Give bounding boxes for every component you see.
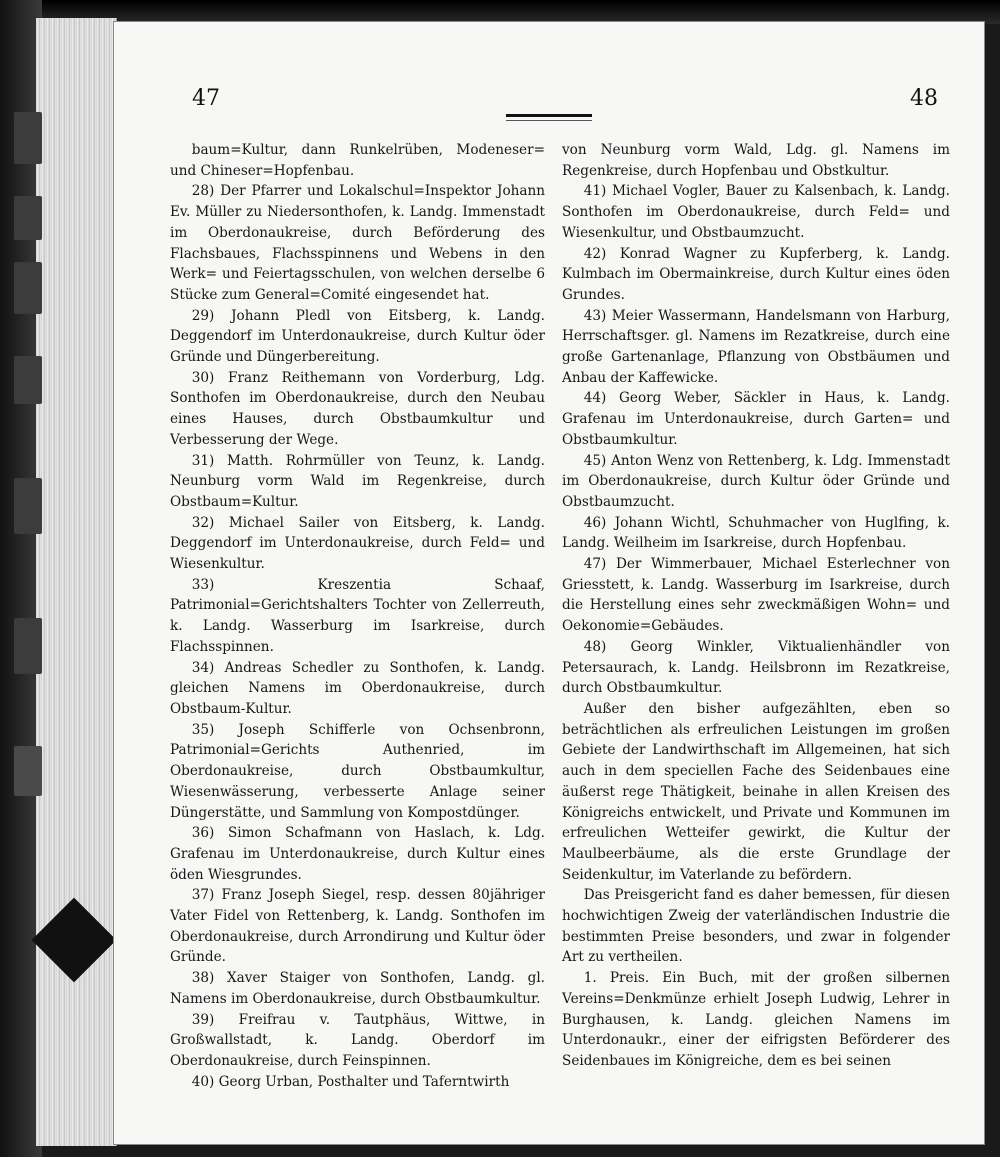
binding-tab	[14, 618, 42, 674]
paragraph: Außer den bisher aufgezählten, eben so beträchtlichen als erfreulichen Leistungen im großen Gebiete der Landwirthschaft im Allgemeinen, hat sich auch in dem speciellen Fache des Seidenbaues eine äußerst rege Thätigkeit, beinahe in allen Kreisen des Königreichs entwickelt, und Private und Kommunen im erfreulichen Wetteifer gewirkt, die Kultur der Maulbeerbäume, als die erste Grundlage der Seidenkultur, im Vaterlande zu befördern.	[562, 700, 950, 883]
paragraph: 36) Simon Schafmann von Haslach, k. Ldg. Grafenau im Unterdonaukreise, durch Kultur eines öden Wiesgrundes.	[170, 825, 545, 883]
paragraph: 32) Michael Sailer von Eitsberg, k. Landg. Deggendorf im Unterdonaukreise, durch Feld= und Wiesenkultur.	[170, 514, 545, 573]
paragraph: baum=Kultur, dann Runkelrüben, Modeneser= und Chineser=Hopfenbau.	[170, 142, 545, 179]
paragraph: 28) Der Pfarrer und Lokalschul=Inspektor Johann Ev. Müller zu Niedersonthofen, k. Landg. Immenstadt im Oberdonaukreise, durch Beförderung des Flachsbaues, Flachsspinnens und Webens in den Werk= und Feiertagsschulen, von welchen derselbe 6 Stücke zum General=Comité eingesendet hat.	[170, 183, 545, 303]
paragraph: 31) Matth. Rohrmüller von Teunz, k. Landg. Neunburg vorm Wald im Regenkreise, durch Obstbaum=Kultur.	[170, 452, 545, 510]
binding-tab	[14, 262, 42, 314]
right-column	[562, 140, 950, 1072]
paragraph: 42) Konrad Wagner zu Kupferberg, k. Landg. Kulmbach im Obermainkreise, durch Kultur eines öden Grundes.	[562, 245, 950, 303]
paragraph: 35) Joseph Schifferle von Ochsenbronn, Patrimonial=Gerichts Authenried, im Oberdonaukreise, durch Obstbaumkultur, Wiesenwässerung, verbesserte Anlage seiner Düngerstätte, und Sammlung von Kompostdünger.	[170, 721, 545, 821]
paragraph: 38) Xaver Staiger von Sonthofen, Landg. gl. Namens im Oberdonaukreise, durch Obstbaumkultur.	[170, 970, 545, 1007]
paragraph: 34) Andreas Schedler zu Sonthofen, k. Landg. gleichen Namens im Oberdonaukreise, durch Obstbaum-Kultur.	[170, 659, 545, 717]
paragraph: 30) Franz Reithemann von Vorderburg, Ldg. Sonthofen im Oberdonaukreise, durch den Neubau eines Hauses, durch Obstbaumkultur und Verbesserung der Wege.	[170, 369, 545, 448]
paragraph: 33) Kreszentia Schaaf, Patrimonial=Gerichtshalters Tochter von Zellerreuth, k. Landg. Wasserburg im Isarkreise, durch Flachsspinnen.	[170, 576, 545, 655]
paragraph: 1. Preis. Ein Buch, mit der großen silbernen Vereins=Denkmünze erhielt Joseph Ludwig, Lehrer in Burghausen, k. Landg. gleichen Namens im Unterdonaukr., einer der eifrigsten Beförderer des Seidenbaues im Königreiche, dem es bei seinen	[562, 970, 950, 1069]
paragraph: 29) Johann Pledl von Eitsberg, k. Landg. Deggendorf im Unterdonaukreise, durch Kultur öder Gründe und Düngerbereitung.	[170, 307, 545, 366]
paragraph: 47) Der Wimmerbauer, Michael Esterlechner von Griesstett, k. Landg. Wasserburg im Isarkreise, durch die Herstellung eines sehr zweckmäßigen Wohn= und Oekonomie=Gebäudes.	[562, 556, 950, 635]
paragraph: Das Preisgericht fand es daher bemessen, für diesen hochwichtigen Zweig der vaterländischen Industrie die bestimmten Preise besonders, und zwar in folgender Art zu vertheilen.	[562, 887, 950, 966]
binding-tab	[14, 478, 42, 534]
binding-tab	[14, 196, 42, 240]
paragraph: 45) Anton Wenz von Rettenberg, k. Ldg. Immenstadt im Oberdonaukreise, durch Kultur öder Gründe und Obstbaumzucht.	[562, 452, 950, 510]
paragraph: 44) Georg Weber, Säckler in Haus, k. Landg. Grafenau im Unterdonaukreise, durch Garten= und Obstbaumkultur.	[562, 390, 950, 448]
page-content	[170, 78, 950, 1108]
paragraph: 41) Michael Vogler, Bauer zu Kalsenbach, k. Landg. Sonthofen im Oberdonaukreise, durch Feld= und Wiesenkultur, und Obstbaumzucht.	[562, 183, 950, 241]
header-rule-thin	[506, 120, 592, 121]
paragraph: 46) Johann Wichtl, Schuhmacher von Huglfing, k. Landg. Weilheim im Isarkreise, durch Hopfenbau.	[562, 514, 950, 552]
paragraph: von Neunburg vorm Wald, Ldg. gl. Namens im Regenkreise, durch Hopfenbau und Obstkultur.	[562, 142, 950, 179]
binding-tab	[14, 356, 42, 404]
paragraph: 48) Georg Winkler, Viktualienhändler von Petersaurach, k. Landg. Heilsbronn im Rezatkreise, durch Obstbaumkultur.	[562, 638, 950, 697]
paragraph: 37) Franz Joseph Siegel, resp. dessen 80jähriger Vater Fidel von Rettenberg, k. Landg. Sonthofen im Oberdonaukreise, durch Arrondirung und Kultur öder Gründe.	[170, 887, 545, 966]
binding-tab	[14, 112, 42, 164]
paragraph: 40) Georg Urban, Posthalter und Taferntwirth	[191, 1073, 510, 1090]
page-number-left: 47	[192, 86, 220, 111]
page-number-right: 48	[910, 86, 938, 111]
paragraph: 39) Freifrau v. Tautphäus, Wittwe, in Großwallstadt, k. Landg. Oberdorf im Oberdonaukreise, durch Feinspinnen.	[170, 1011, 545, 1069]
header-rule	[506, 114, 592, 117]
paragraph: 43) Meier Wassermann, Handelsmann von Harburg, Herrschaftsger. gl. Namens im Rezatkreise, durch eine große Gartenanlage, Pflanzung von Obstbäumen und Anbau der Kaffewicke.	[562, 307, 950, 386]
binding-tab	[14, 746, 42, 796]
book-page	[114, 22, 984, 1144]
left-column	[170, 140, 545, 1092]
scan-top-edge	[0, 0, 1000, 24]
